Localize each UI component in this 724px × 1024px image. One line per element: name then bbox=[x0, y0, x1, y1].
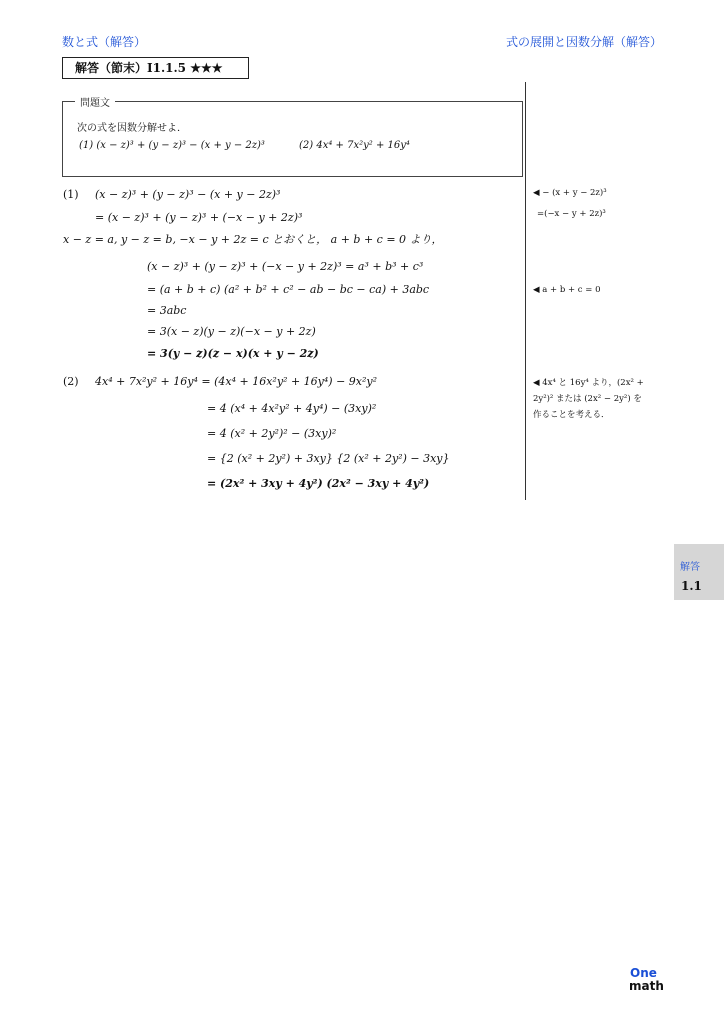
note3-line3: 作ることを考える． bbox=[533, 410, 610, 420]
solution2-line0: 4x⁴ + 7x²y² + 16y⁴ = (4x⁴ + 16x²y² + 16y⁴) − 9x²y² bbox=[95, 375, 378, 388]
solution1-step2: = (a + b + c) (a² + b² + c² − ab − bc − ca) + 3abc bbox=[147, 283, 430, 296]
header-right-title: 式の展開と因数分解（解答） bbox=[505, 35, 662, 49]
solution1-label: (1) bbox=[63, 188, 79, 201]
solution1-substitution: x − z = a, y − z = b, −x − y + 2z = c とおくと， a + b + c = 0 より， bbox=[63, 233, 443, 246]
solution2-step2: = 4 (x² + 2y²)² − (3xy)² bbox=[207, 427, 337, 440]
logo-bottom-text: math bbox=[629, 979, 664, 993]
margin-divider bbox=[525, 82, 526, 500]
problem-caption: 問題文 bbox=[75, 94, 115, 109]
note3-line1: ◀ 4x⁴ と 16y⁴ より，(2x² + bbox=[533, 378, 644, 388]
solution1-line0: (x − z)³ + (y − z)³ − (x + y − 2z)³ bbox=[95, 188, 281, 201]
solution1-answer: = 3(y − z)(z − x)(x + y − 2z) bbox=[147, 347, 319, 360]
solution1-step1: (x − z)³ + (y − z)³ + (−x − y + 2z)³ = a³ + b³ + c³ bbox=[147, 260, 424, 273]
solution2-label: (2) bbox=[63, 375, 79, 388]
side-section-tab[interactable] bbox=[674, 544, 724, 600]
solution2-answer: = (2x² + 3xy + 4y²) (2x² − 3xy + 4y²) bbox=[207, 477, 430, 490]
problem-instruction: 次の式を因数分解せよ． bbox=[77, 123, 187, 134]
note2: ◀ a + b + c = 0 bbox=[533, 285, 601, 295]
header-left-title: 数と式（解答） bbox=[62, 35, 147, 49]
solution2-step1: = 4 (x⁴ + 4x²y² + 4y⁴) − (3xy)² bbox=[207, 402, 377, 415]
onemath-logo bbox=[628, 966, 676, 996]
logo-top-text: One bbox=[630, 966, 657, 980]
solution1-step3: = 3abc bbox=[147, 304, 187, 317]
problem-item-1: (1) (x − z)³ + (y − z)³ − (x + y − 2z)³ bbox=[79, 140, 265, 151]
solution2-step3: = {2 (x² + 2y²) + 3xy} {2 (x² + 2y²) − 3xy} bbox=[207, 452, 450, 465]
note3-line2: 2y²)² または (2x² − 2y²) を bbox=[533, 394, 642, 404]
note1-line2: =(−x − y + 2z)³ bbox=[537, 209, 606, 219]
problem-box bbox=[62, 98, 523, 177]
solution-title: 解答（節末）I1.1.5 ★★★ bbox=[62, 57, 249, 79]
problem-item-2: (2) 4x⁴ + 7x²y² + 16y⁴ bbox=[299, 140, 410, 151]
solution1-line1: = (x − z)³ + (y − z)³ + (−x − y + 2z)³ bbox=[95, 211, 303, 224]
side-tab-label: 解答 bbox=[680, 562, 700, 573]
side-tab-number: 1.1 bbox=[681, 579, 702, 593]
note1-line1: ◀ − (x + y − 2z)³ bbox=[533, 188, 607, 198]
solution1-step4: = 3(x − z)(y − z)(−x − y + 2z) bbox=[147, 325, 316, 338]
